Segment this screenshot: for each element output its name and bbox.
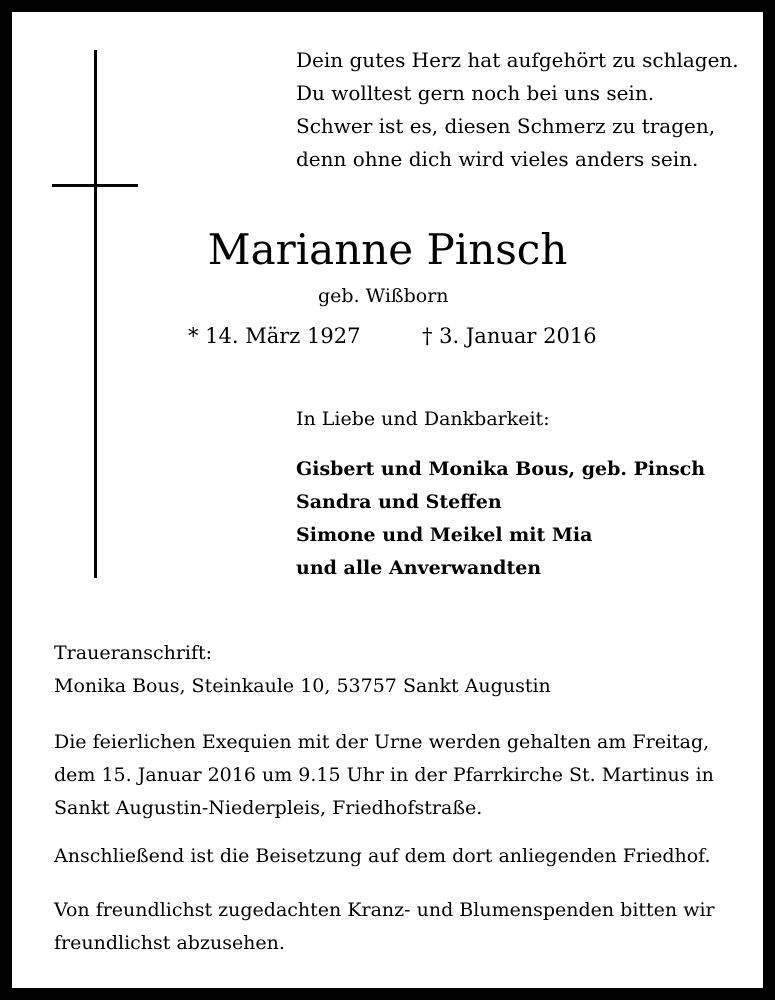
poem-line: Schwer ist es, diesen Schmerz zu tragen, [296,114,716,138]
death-date: † 3. Januar 2016 [422,324,597,348]
birth-date: * 14. März 1927 [188,324,361,348]
burial-paragraph: Anschließend ist die Beisetzung auf dem dort anliegenden Friedhof. [54,845,711,867]
mourner-line: Simone und Meikel mit Mia [296,524,593,546]
address-label: Traueranschrift: [54,642,213,664]
cross-horizontal-bar [52,184,138,187]
poem-line: Dein gutes Herz hat aufgehört zu schlagen. [296,48,739,72]
cross-vertical-bar [94,50,97,578]
mourner-line: Gisbert und Monika Bous, geb. Pinsch [296,458,706,480]
mourner-line: Sandra und Steffen [296,491,502,513]
flowers-line: Von freundlichst zugedachten Kranz- und Blumenspenden bitten wir [54,899,715,921]
mourning-address [54,637,551,703]
service-line: Die feierlichen Exequien mit der Urne werden gehalten am Freitag, [54,731,710,753]
flowers-line: freundlichst abzusehen. [54,932,285,954]
mourners-list [296,453,705,585]
flowers-paragraph [54,894,715,960]
mourner-line: und alle Anverwandten [296,557,542,579]
service-line: dem 15. Januar 2016 um 9.15 Uhr in der Pfarrkirche St. Martinus in [54,764,714,786]
poem-line: denn ohne dich wird vieles anders sein. [296,147,699,171]
service-line: Sankt Augustin-Niederpleis, Friedhofstraße. [54,797,483,819]
poem-line: Du wolltest gern noch bei uns sein. [296,81,655,105]
deceased-name: Marianne Pinsch [207,225,568,274]
service-paragraph [54,726,714,825]
poem [296,44,739,176]
mourners-intro: In Liebe und Dankbarkeit: [296,408,550,430]
address-line: Monika Bous, Steinkaule 10, 53757 Sankt Augustin [54,675,551,697]
birth-name: geb. Wißborn [318,285,449,307]
